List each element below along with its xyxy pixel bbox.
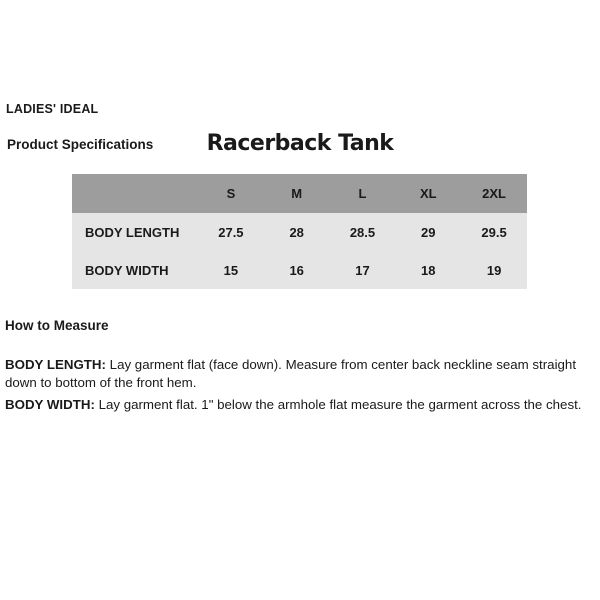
table-row-body-width [72, 251, 527, 289]
body-width-instruction-label: BODY WIDTH: [5, 397, 95, 412]
header-cell-size-xl: XL [419, 186, 437, 201]
product-title: Racerback Tank [206, 131, 394, 156]
header-cell-size-l: L [358, 186, 367, 201]
body-length-m: 28 [289, 224, 304, 240]
body-length-instruction-label: BODY LENGTH: [5, 357, 106, 372]
header-cell-size-s: S [226, 186, 236, 201]
size-chart-table [72, 174, 527, 289]
brand-name: LADIES' IDEAL [6, 102, 99, 116]
header-cell-size-2xl: 2XL [482, 186, 506, 201]
row-label-body-length: BODY LENGTH [85, 224, 180, 240]
body-width-s: 15 [223, 262, 239, 278]
product-specifications-label: Product Specifications [7, 137, 154, 152]
how-to-measure-heading: How to Measure [5, 318, 109, 333]
body-length-instruction-text: Lay garment flat (face down). Measure from center back neckline seam straight down to bottom of the front hem. [5, 357, 577, 390]
body-length-s: 27.5 [218, 224, 244, 240]
body-width-2xl: 19 [486, 262, 502, 278]
body-width-xl: 18 [421, 262, 436, 278]
body-length-2xl: 29.5 [481, 224, 507, 240]
body-width-instruction [5, 396, 597, 414]
body-length-instruction [5, 356, 597, 392]
body-width-m: 16 [289, 262, 304, 278]
row-label-body-width: BODY WIDTH [85, 262, 169, 278]
body-length-l: 28.5 [349, 224, 376, 240]
table-row-body-length [72, 213, 527, 251]
body-length-xl: 29 [421, 224, 436, 240]
size-table-header-row [72, 174, 527, 213]
body-width-l: 17 [355, 262, 370, 278]
measure-instructions [5, 356, 597, 418]
body-width-instruction-text: Lay garment flat. 1" below the armhole flat measure the garment across the chest. [98, 397, 582, 412]
header-cell-size-m: M [291, 186, 303, 201]
